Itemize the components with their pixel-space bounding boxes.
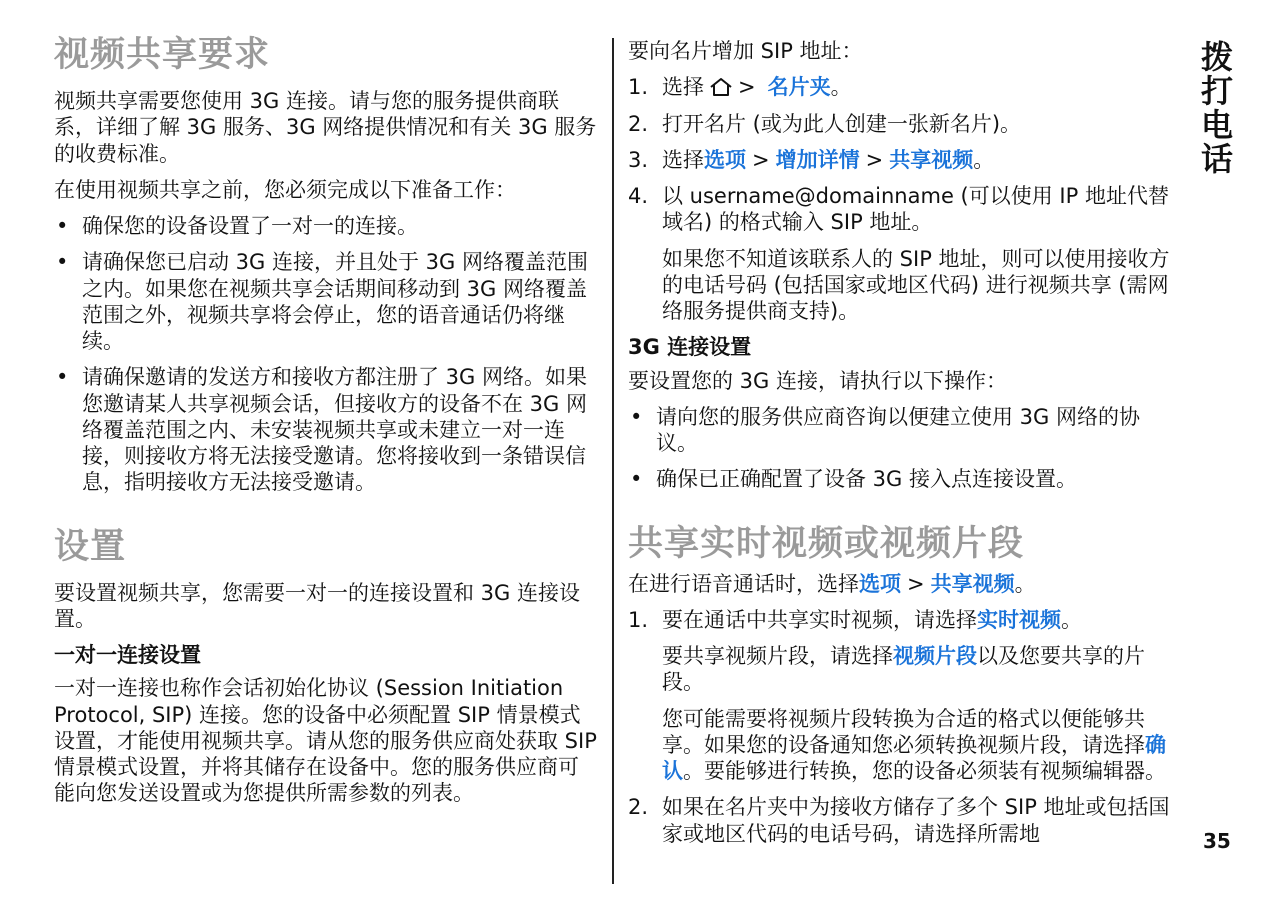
step-text: 选择 bbox=[662, 147, 704, 172]
step-number: 2. bbox=[628, 111, 649, 136]
separator: > bbox=[907, 571, 925, 596]
right-column bbox=[628, 38, 1176, 857]
list-item bbox=[628, 74, 1176, 100]
step-number: 4. bbox=[628, 184, 649, 208]
column-divider bbox=[612, 38, 614, 884]
step-number: 1. bbox=[628, 75, 649, 100]
list-item: • 确保您的设备设置了一对一的连接。 bbox=[54, 213, 599, 239]
heading-settings: 设置 bbox=[54, 526, 127, 567]
text: 您可能需要将视频片段转换为合适的格式以便能够共享。如果您的设备通知您必须转换视频片段，请选择 bbox=[662, 706, 1145, 757]
list-item: • 请确保您已启动 3G 连接，并且处于 3G 网络覆盖范围之内。如果您在视频共享会话期间移动到 3G 网络覆盖范围之外，视频共享将会停止，您的语音通话仍将继续。 bbox=[54, 249, 599, 354]
paragraph: 要设置您的 3G 连接，请执行以下操作： bbox=[628, 368, 1007, 393]
step-note: 如果您不知道该联系人的 SIP 地址，则可以使用接收方的电话号码 (包括国家或地区代码) 进行视频共享 (需网络服务提供商支持)。 bbox=[662, 246, 1170, 323]
paragraph: 一对一连接也称作会话初始化协议 (Session Initiation Protocol, SIP) 连接。您的设备中必须配置 SIP 情景模式设置，才能使用视频共享。请从您的服务供应商处获取 SIP 情景模式设置，并将其储存在设备中。您的服务供应商可能向您发送设置或为您提供所需参数的列表。 bbox=[54, 676, 597, 806]
paragraph: 要设置视频共享，您需要一对一的连接设置和 3G 连接设置。 bbox=[54, 580, 580, 631]
paragraph: 视频共享需要您使用 3G 连接。请与您的服务提供商联系，详细了解 3G 服务、3G 网络提供情况和有关 3G 服务的收费标准。 bbox=[54, 89, 597, 166]
step-note bbox=[662, 706, 1176, 785]
list-item: • 确保已正确配置了设备 3G 接入点连接设置。 bbox=[628, 466, 1176, 492]
sip-steps-list bbox=[628, 74, 1176, 324]
separator: > bbox=[738, 75, 756, 100]
left-column bbox=[54, 34, 599, 817]
link-share-video[interactable]: 共享视频 bbox=[889, 147, 974, 172]
list-item bbox=[628, 607, 1176, 785]
link-contacts[interactable]: 名片夹 bbox=[767, 75, 831, 100]
text: 以及您要共享的片段。 bbox=[662, 644, 1145, 695]
text: 要共享视频片段，请选择 bbox=[662, 644, 893, 669]
separator: > bbox=[752, 147, 770, 172]
chapter-title: 拨打电话 bbox=[1196, 40, 1234, 176]
list-item: • 请确保邀请的发送方和接收方都注册了 3G 网络。如果您邀请某人共享视频会话，但接收方的设备不在 3G 网络覆盖范围之内、未安装视频共享或未建立一对一连接，则接收方将无法接受邀请。您将接收到一条错误信息，指明接收方无法接受邀请。 bbox=[54, 364, 599, 495]
list-item bbox=[628, 111, 1176, 137]
paragraph bbox=[628, 571, 1176, 597]
punct: 。 bbox=[1061, 607, 1082, 632]
subheading-3g-settings: 3G 连接设置 bbox=[628, 335, 752, 360]
step-number: 2. bbox=[628, 795, 649, 820]
link-add-details[interactable]: 增加详情 bbox=[775, 147, 860, 172]
step-text: 选择 bbox=[662, 75, 704, 100]
share-steps-list bbox=[628, 607, 1176, 847]
home-icon bbox=[708, 76, 734, 98]
list-item bbox=[628, 147, 1176, 173]
list-item bbox=[628, 794, 1176, 847]
paragraph: 在使用视频共享之前，您必须完成以下准备工作： bbox=[54, 177, 516, 202]
requirements-list bbox=[54, 213, 599, 496]
link-live-video[interactable]: 实时视频 bbox=[977, 607, 1061, 632]
list-item bbox=[628, 183, 1176, 324]
heading-share-live-video: 共享实时视频或视频片段 bbox=[628, 523, 1025, 564]
step-text: 以 username@domainname (可以使用 IP 地址代替域名) 的格式输入 SIP 地址。 bbox=[662, 184, 1169, 235]
step-text: 如果在名片夹中为接收方储存了多个 SIP 地址或包括国家或地区代码的电话号码，请选择所需地 bbox=[662, 795, 1170, 846]
link-confirm[interactable]: 确认 bbox=[662, 732, 1166, 784]
link-video-clip[interactable]: 视频片段 bbox=[893, 644, 977, 669]
subheading-p2p-settings: 一对一连接设置 bbox=[54, 643, 201, 667]
step-text bbox=[662, 607, 1176, 633]
separator: > bbox=[865, 147, 884, 172]
list-item: • 请向您的服务供应商咨询以便建立使用 3G 网络的协议。 bbox=[628, 404, 1176, 457]
paragraph: 要向名片增加 SIP 地址： bbox=[628, 39, 863, 63]
step-text: 打开名片 (或为此人创建一张新名片)。 bbox=[662, 111, 1022, 136]
3g-list bbox=[628, 404, 1176, 493]
punct: 。 bbox=[830, 75, 852, 100]
text: 要在通话中共享实时视频，请选择 bbox=[662, 607, 977, 632]
punct: 。 bbox=[973, 147, 995, 172]
page-number: 35 bbox=[1203, 829, 1231, 853]
text: 。要能够进行转换，您的设备必须装有视频编辑器。 bbox=[683, 759, 1166, 784]
link-options[interactable]: 选项 bbox=[704, 147, 746, 172]
step-number: 3. bbox=[628, 147, 649, 172]
link-options[interactable]: 选项 bbox=[859, 571, 901, 596]
step-number: 1. bbox=[628, 607, 649, 632]
text: 在进行语音通话时，选择 bbox=[628, 571, 859, 596]
punct: 。 bbox=[1014, 571, 1036, 596]
heading-video-share-requirements: 视频共享要求 bbox=[54, 35, 271, 75]
link-share-video[interactable]: 共享视频 bbox=[930, 571, 1015, 596]
step-note bbox=[662, 643, 1176, 696]
